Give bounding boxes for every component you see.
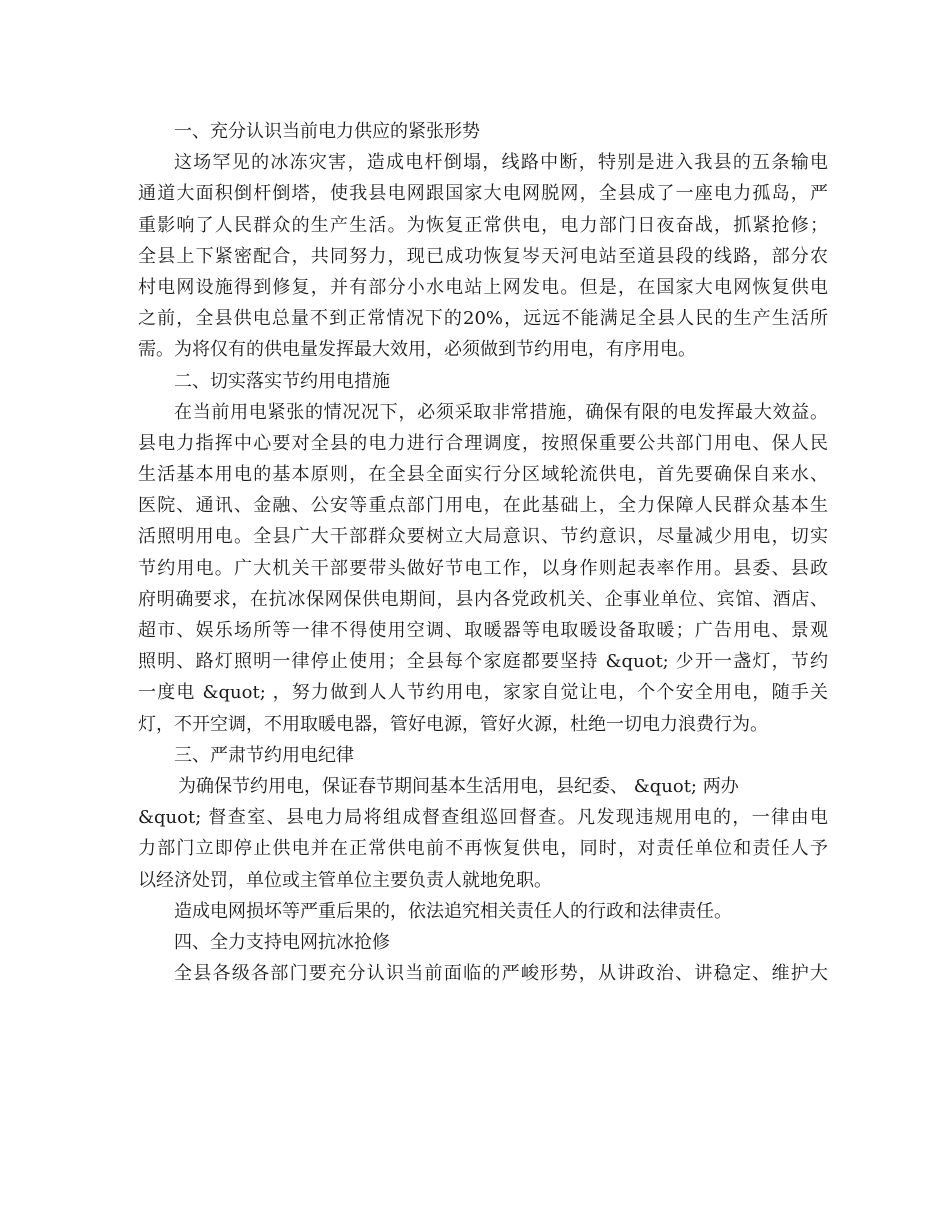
paragraph-line: 在当前用电紧张的情况况下，必须采取非常措施，确保有限的电发挥最大效益。 (174, 401, 828, 423)
paragraph-line: 一度电 &quot; ，努力做到人人节约用电，家家自觉让电，个个安全用电，随手关 (138, 682, 828, 704)
paragraph-line: 通道大面积倒杆倒塔，使我县电网跟国家大电网脱网，全县成了一座电力孤岛，严 (138, 183, 828, 205)
paragraph-line: 灯，不开空调，不用取暖电器，管好电源，管好火源，杜绝一切电力浪费行为。 (138, 713, 768, 735)
paragraph-line: 村电网设施得到修复，并有部分小水电站上网发电。但是，在国家大电网恢复供电 (138, 276, 828, 298)
section-heading-4: 四、全力支持电网抗冰抢修 (174, 931, 390, 953)
paragraph-line: 医院、通讯、金融、公安等重点部门用电，在此基础上，全力保障人民群众基本生 (138, 495, 828, 517)
section-heading-1: 一、充分认识当前电力供应的紧张形势 (174, 121, 480, 142)
paragraph-line: 需。为将仅有的供电量发挥最大效用，必须做到节约用电，有序用电。 (138, 339, 696, 361)
section-heading-3: 三、严肃节约用电纪律 (174, 744, 354, 766)
paragraph-line: 县电力指挥中心要对全县的电力进行合理调度，按照保重要公共部门用电、保人民 (138, 432, 828, 454)
paragraph-line: 生活基本用电的基本原则，在全县全面实行分区域轮流供电，首先要确保自来水、 (138, 464, 828, 486)
paragraph-line: 超市、娱乐场所等一律不得使用空调、取暖器等电取暖设备取暖；广告用电、景观 (138, 620, 828, 641)
paragraph-line: 活照明用电。全县广大干部群众要树立大局意识、节约意识，尽量减少用电，切实 (138, 526, 828, 548)
paragraph-line: 全县上下紧密配合，共同努力，现已成功恢复岑天河电站至道县段的线路，部分农 (138, 245, 828, 267)
paragraph-line: &quot; 督查室、县电力局将组成督查组巡回督查。凡发现违规用电的，一律由电 (138, 807, 828, 829)
paragraph-line: 以经济处罚，单位或主管单位主要负责人就地免职。 (138, 869, 552, 891)
paragraph-line: 之前，全县供电总量不到正常情况下的20%，远远不能满足全县人民的生产生活所 (138, 308, 828, 330)
paragraph-line: 节约用电。广大机关干部要带头做好节电工作，以身作则起表率作用。县委、县政 (138, 557, 828, 579)
paragraph-line: 力部门立即停止供电并在正常供电前不再恢复供电，同时，对责任单位和责任人予 (138, 838, 828, 860)
paragraph-line: 府明确要求，在抗冰保网保供电期间，县内各党政机关、企事业单位、宾馆、酒店、 (138, 588, 828, 610)
paragraph-line: 这场罕见的冰冻灾害，造成电杆倒塌，线路中断，特别是进入我县的五条输电 (174, 152, 828, 174)
paragraph-line: 造成电网损坏等严重后果的，依法追究相关责任人的行政和法律责任。 (174, 900, 732, 922)
paragraph-line: 重影响了人民群众的生产生活。为恢复正常供电，电力部门日夜奋战，抓紧抢修； (138, 214, 828, 236)
document-body (138, 116, 828, 989)
paragraph-line: 全县各级各部门要充分认识当前面临的严峻形势，从讲政治、讲稳定、维护大 (174, 963, 828, 985)
section-heading-2: 二、切实落实节约用电措施 (174, 370, 390, 392)
paragraph-line: 为确保节约用电，保证春节期间基本生活用电，县纪委、 &quot; 两办 (178, 775, 739, 797)
paragraph-line: 照明、路灯照明一律停止使用；全县每个家庭都要坚持 &quot; 少开一盏灯，节约 (138, 651, 828, 673)
